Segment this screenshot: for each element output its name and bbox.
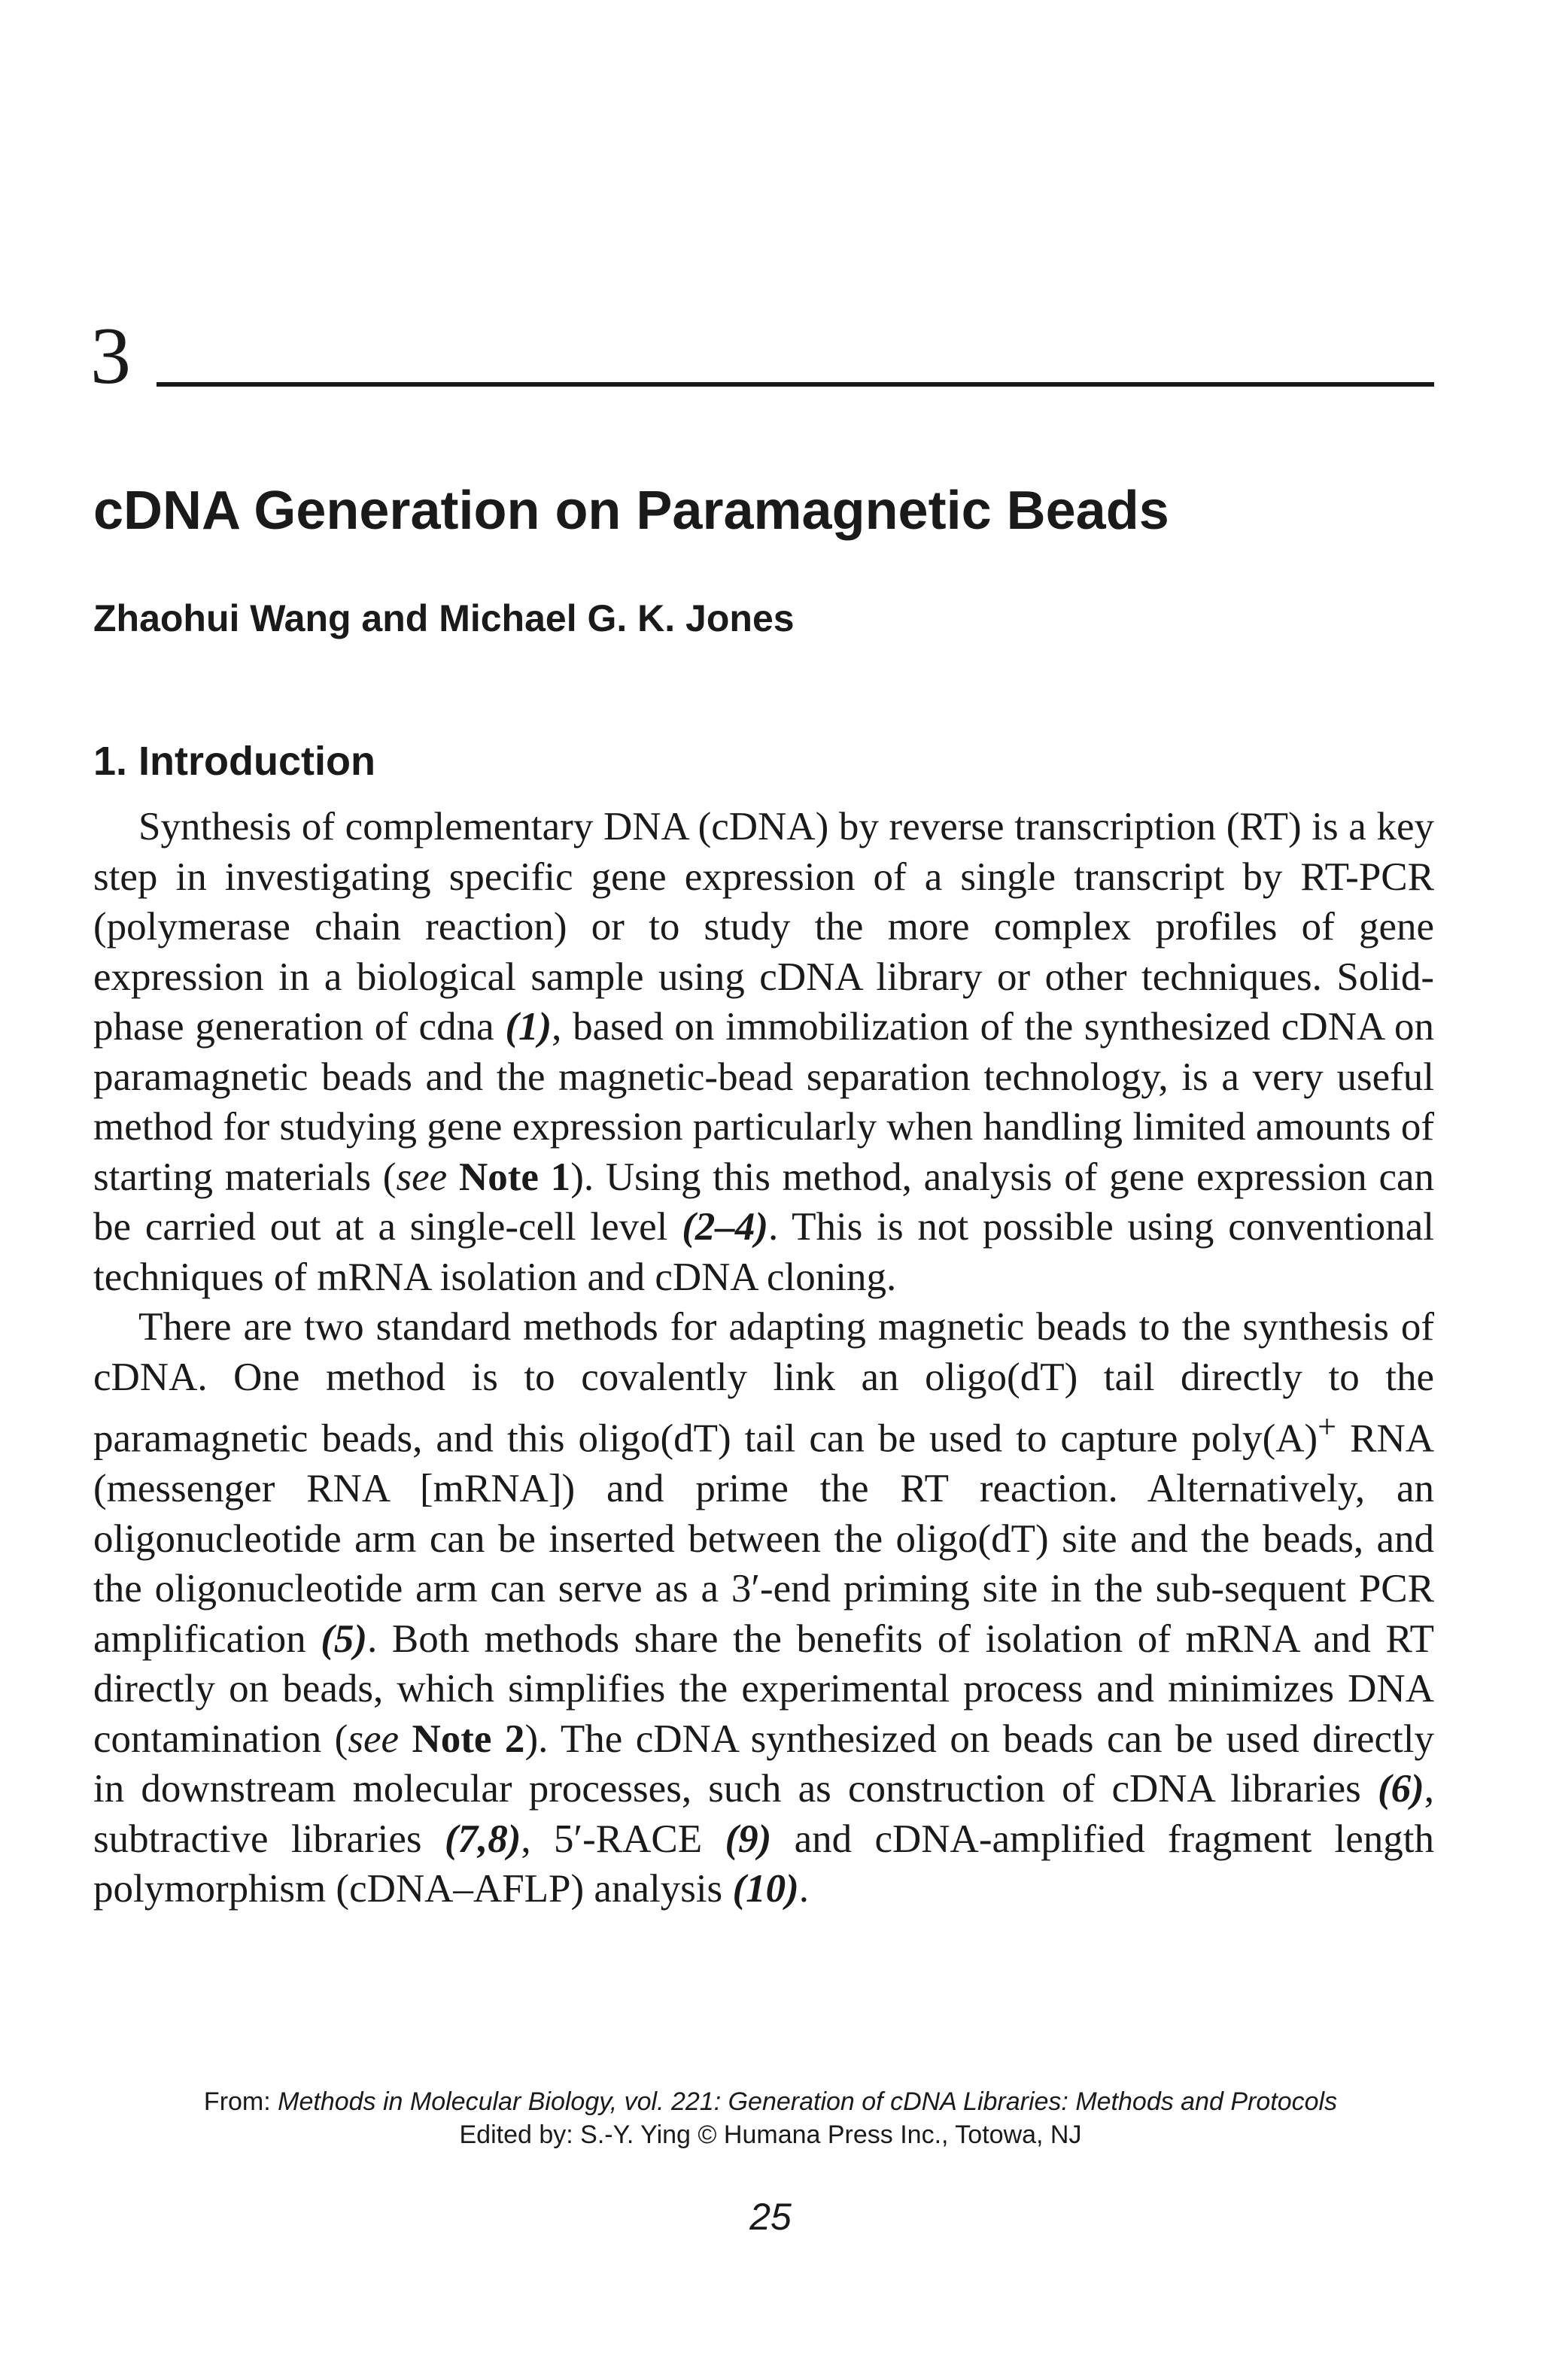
source-line <box>0 2085 1541 2118</box>
page-number: 25 <box>749 2196 792 2238</box>
citation-10: (10) <box>732 1867 799 1911</box>
citation-9: (9) <box>725 1817 772 1861</box>
p2-text-1: There are two standard methods for adapting magnetic beads to the synthesis of cDNA. One method is to covalently link an oligo(dT) tail directly to the paramagnetic beads, and this oligo(dT) tail can be used to capture poly(A) <box>93 1305 1434 1461</box>
citation-6: (6) <box>1377 1767 1424 1811</box>
note-reference-1: Note 1 <box>458 1155 571 1199</box>
p1-text-1: Synthesis of complementary DNA (cDNA) by reverse transcription (RT) is a key step in investigating specific gene expression of a single transcript by RT-PCR (polymerase chain reaction) or to study the more complex profiles of gene expression in a biological sample using cDNA library or other techniques. Solid-phase generation of cdna <box>93 805 1434 1049</box>
superscript-plus: + <box>1318 1408 1337 1445</box>
p2-text-7: and cDNA-amplified fragment length polymorphism (cDNA–AFLP) analysis <box>93 1817 1435 1911</box>
see-reference: see <box>396 1155 448 1199</box>
note-reference-2: Note 2 <box>412 1717 525 1761</box>
citation-5: (5) <box>321 1617 367 1661</box>
source-title: Methods in Molecular Biology, vol. 221: Generation of cDNA Libraries: Methods and Protocols <box>278 2087 1338 2116</box>
citation-2-4: (2–4) <box>682 1205 769 1249</box>
p2-text-2: RNA (messenger RNA [mRNA]) and prime the RT reaction. Alternatively, an oligonucleotide arm can be inserted between the oligo(dT) site and the beads, and the oligonucleotide arm can serve as a 3′-end priming site in the sub-sequent PCR amplification <box>93 1416 1434 1661</box>
p2-text-4: ). The cDNA synthesized on beads can be used directly in downstream molecular processes, such as construction of cDNA libraries <box>93 1717 1435 1811</box>
citation-7-8: (7,8) <box>444 1817 521 1861</box>
chapter-title: cDNA Generation on Paramagnetic Beads <box>93 481 1169 541</box>
source-note <box>0 2085 1541 2151</box>
chapter-authors: Zhaohui Wang and Michael G. K. Jones <box>93 597 795 639</box>
p2-text-6: , 5′-RACE <box>521 1817 725 1861</box>
p1-text-2: , based on immobilization of the synthesized cDNA on paramagnetic beads and the magnetic-bead separation technology, is a very useful method for studying gene expression particularly when handling limited amounts of starting materials ( <box>93 1005 1435 1199</box>
p2-text-3: . Both methods share the benefits of isolation of mRNA and RT directly on beads, which simplifies the experimental process and minimizes DNA contamination ( <box>93 1617 1435 1761</box>
chapter-rule <box>157 382 1434 387</box>
see-reference: see <box>348 1717 400 1761</box>
section-heading: 1. Introduction <box>93 739 375 784</box>
p2-text-8: . <box>798 1867 809 1911</box>
paragraph-2 <box>93 1302 1434 1914</box>
body-text <box>93 802 1434 1914</box>
edited-by-line: Edited by: S.-Y. Ying © Humana Press Inc., Totowa, NJ <box>459 2120 1082 2149</box>
p1-text-4: . This is not possible using conventional techniques of mRNA isolation and cDNA cloning. <box>93 1205 1434 1299</box>
p2-text-5: , subtractive libraries <box>93 1767 1434 1861</box>
paragraph-1 <box>93 802 1434 1302</box>
p1-text-3: ). Using this method, analysis of gene expression can be carried out at a single-cell level <box>93 1155 1435 1249</box>
citation-1: (1) <box>505 1005 552 1049</box>
chapter-number: 3 <box>90 311 131 401</box>
from-label: From: <box>203 2087 278 2116</box>
